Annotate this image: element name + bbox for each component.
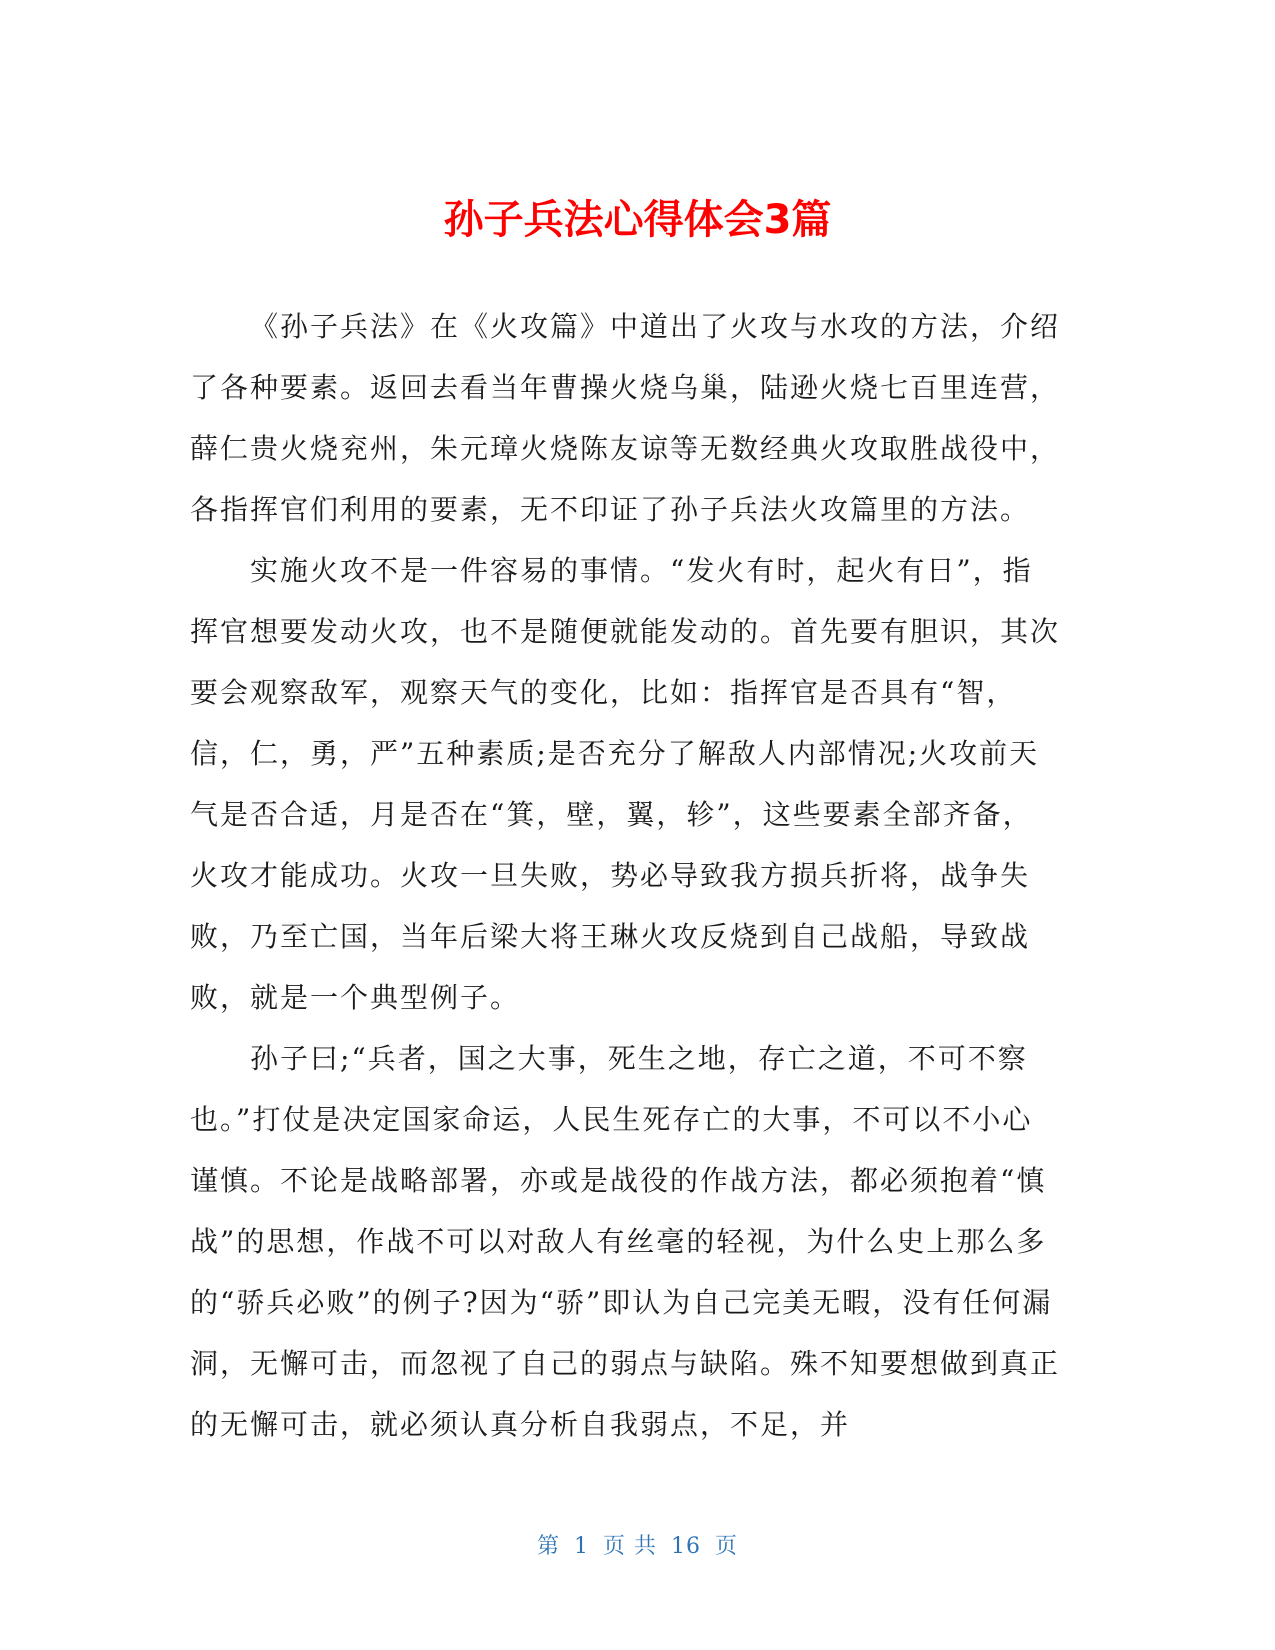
- footer-suffix: 页: [715, 1534, 739, 1559]
- paragraph-2: 实施火攻不是一件容易的事情。“发火有时，起火有日”，指挥官想要发动火攻，也不是随便就能发动的。首先要有胆识，其次要会观察敌军，观察天气的变化，比如：指挥官是否具有“智，信，仁，勇，严”五种素质;是否充分了解敌人内部情况;火攻前天气是否合适，月是否在“箕，壁，翼，轸”，这些要素全部齐备，火攻才能成功。火攻一旦失败，势必导致我方损兵折将，战争失败，乃至亡国，当年后梁大将王琳火攻反烧到自己战船，导致战败，就是一个典型例子。: [190, 554, 1061, 1014]
- footer-prefix: 第: [536, 1534, 560, 1559]
- document-title: 孙子兵法心得体会3篇: [443, 196, 832, 243]
- footer-total-pages: 16: [671, 1534, 701, 1559]
- paragraph-3: 孙子曰;“兵者，国之大事，死生之地，存亡之道，不可不察也。”打仗是决定国家命运，人民生死存亡的大事，不可以不小心谨慎。不论是战略部署，亦或是战役的作战方法，都必须抱着“慎战”的思想，作战不可以对敌人有丝毫的轻视，为什么史上那么多的“骄兵必败”的例子?因为“骄”即认为自己完美无暇，没有任何漏洞，无懈可击，而忽视了自己的弱点与缺陷。殊不知要想做到真正的无懈可击，就必须认真分析自我弱点，不足，并: [190, 1042, 1061, 1441]
- document-body: [190, 296, 1060, 1455]
- paragraph-1: 《孙子兵法》在《火攻篇》中道出了火攻与水攻的方法，介绍了各种要素。返回去看当年曹操火烧乌巢，陆逊火烧七百里连营，薛仁贵火烧兖州，朱元璋火烧陈友谅等无数经典火攻取胜战役中，各指挥官们利用的要素，无不印证了孙子兵法火攻篇里的方法。: [190, 310, 1061, 526]
- footer-middle: 页 共: [603, 1534, 657, 1559]
- footer-page-number: 1: [574, 1534, 589, 1559]
- page-footer: [0, 1533, 1275, 1561]
